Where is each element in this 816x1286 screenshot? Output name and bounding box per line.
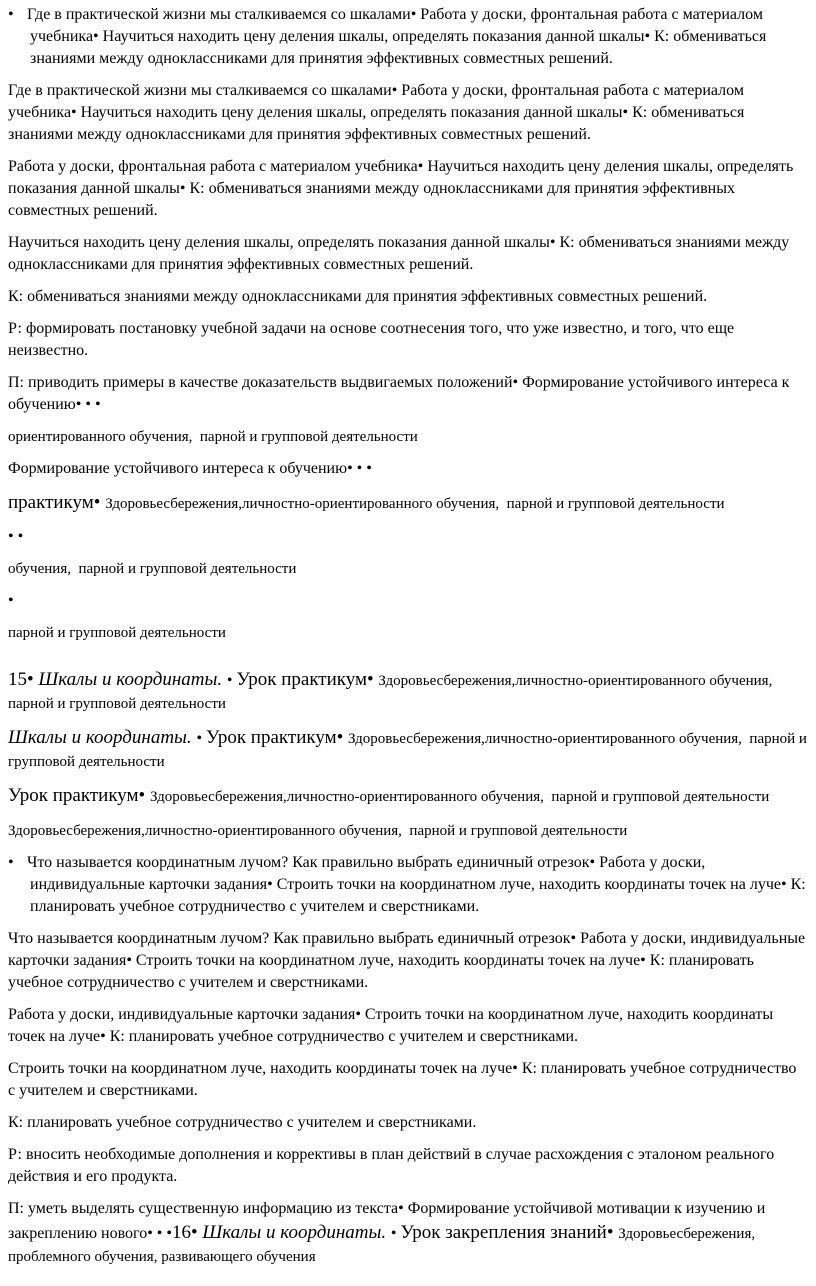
paragraph bbox=[8, 928, 810, 994]
text-run: К: планировать учебное сотрудничество с учителем и сверстниками. bbox=[8, 1113, 477, 1131]
paragraph bbox=[8, 318, 807, 362]
text-run: Здоровьесбережения,личностно-ориентированного обучения, парной и групповой деятельности bbox=[8, 731, 811, 771]
paragraph bbox=[8, 622, 807, 644]
paragraph bbox=[8, 372, 807, 416]
paragraph bbox=[8, 286, 807, 308]
text-run: парной и групповой деятельности bbox=[8, 625, 226, 642]
text-run: Строить точки на координатном луче, находить координаты точек на луче• К: планировать учебное сотрудничество с учителем и сверстниками. bbox=[8, 1059, 801, 1099]
text-run: Урок практикум• bbox=[236, 669, 379, 691]
text-run: Урок закрепления знаний• bbox=[400, 1221, 619, 1243]
text-run: практикум• bbox=[8, 492, 106, 513]
text-run: • • bbox=[8, 528, 24, 546]
paragraph bbox=[8, 156, 807, 222]
text-run: • bbox=[196, 730, 207, 748]
text-run: П: уметь выделять существенную информацию из текста• Формирование устойчивой мотивации к изучению и закреплению нового• • • bbox=[8, 1199, 770, 1242]
paragraph bbox=[8, 526, 807, 548]
text-run: Научиться находить цену деления шкалы, определять показания данной шкалы• К: обмениваться знаниями между одноклассниками для принятия эффективных совместных решений. bbox=[8, 234, 794, 273]
paragraph bbox=[8, 725, 811, 773]
text-run: Что называется координатным лучом? Как правильно выбрать единичный отрезок• Работа у доски, индивидуальные карточки задания• Строить точки на координатном луче, находить координаты точек на луче• К: планировать учебное сотрудничество с учителем и сверстниками. bbox=[27, 853, 810, 915]
text-run: Р: формировать постановку учебной задачи на основе соотнесения того, что уже известно, и того, что еще неизвестно. bbox=[8, 320, 739, 359]
list-bullet-icon: • bbox=[8, 853, 14, 871]
text-run: Урок практикум• bbox=[8, 785, 150, 807]
text-run: 16• bbox=[172, 1221, 203, 1243]
paragraph bbox=[8, 820, 807, 842]
paragraph bbox=[8, 232, 807, 276]
paragraph bbox=[8, 1058, 807, 1102]
text-run: ориентированного обучения, парной и групповой деятельности bbox=[8, 429, 418, 445]
text-run: П: приводить примеры в качестве доказательств выдвигаемых положений• Формирование устойчивого интереса к обучению• • • bbox=[8, 374, 794, 413]
paragraph bbox=[8, 80, 807, 146]
text-run: • bbox=[390, 1224, 401, 1242]
paragraph bbox=[8, 1112, 807, 1134]
text-run: обучения, парной и групповой деятельности bbox=[8, 561, 297, 578]
text-run: Где в практической жизни мы сталкиваемся со шкалами• Работа у доски, фронтальная работа с материалом учебника• Научиться находить цену деления шкалы, определять показания данной шкалы• К: обмениваться знаниями между одноклассниками для принятия эффективных совместных решений. bbox=[8, 82, 749, 143]
paragraph bbox=[8, 667, 807, 715]
text-run: Здоровьесбережения,личностно-ориентированного обучения, парной и групповой деятельности bbox=[149, 789, 770, 806]
paragraph bbox=[8, 1198, 807, 1268]
text-run: Здоровьесбережения,личностно-ориентированного обучения, парной и групповой деятельности bbox=[105, 496, 725, 512]
paragraph bbox=[8, 490, 807, 516]
text-run: Формирование устойчивого интереса к обучению• • • bbox=[8, 460, 372, 477]
text-run: Здоровьесбережения,личностно-ориентированного обучения, парной и групповой деятельности bbox=[8, 822, 628, 839]
text-run: Шкалы и координаты. bbox=[8, 727, 197, 749]
paragraph bbox=[8, 558, 807, 580]
text-run: Работа у доски, фронтальная работа с материалом учебника• Научиться находить цену деления шкалы, определять показания данной шкалы• К: обмениваться знаниями между одноклассниками для принятия эффективных совместных решений. bbox=[8, 158, 798, 219]
text-run: • bbox=[226, 672, 237, 690]
text-run: Здоровьесбережения,личностно-ориентированного обучения, парной и групповой деятельности bbox=[8, 673, 780, 713]
text-run: 15• bbox=[8, 669, 39, 691]
text-run: • bbox=[8, 592, 14, 610]
text-run: Что называется координатным лучом? Как правильно выбрать единичный отрезок• Работа у доски, индивидуальные карточки задания• Строить точки на координатном луче, находить координаты точек на луче• К: планировать учебное сотрудничество с учителем и сверстниками. bbox=[8, 929, 810, 991]
text-run: К: обмениваться знаниями между одноклассниками для принятия эффективных совместных решений. bbox=[8, 288, 708, 305]
text-run: Урок практикум• bbox=[206, 727, 348, 749]
paragraph bbox=[8, 783, 807, 809]
text-run: Где в практической жизни мы сталкиваемся со шкалами• Работа у доски, фронтальная работа с материалом учебника• Научиться находить цену деления шкалы, определять показания данной шкалы• К: обмениваться знаниями между одноклассниками для принятия эффективных совместных решений. bbox=[27, 6, 771, 67]
paragraph bbox=[8, 458, 807, 480]
paragraph-spacer bbox=[8, 654, 807, 667]
paragraph bbox=[8, 426, 807, 448]
paragraph bbox=[8, 4, 807, 70]
paragraph bbox=[8, 1144, 807, 1188]
paragraph bbox=[8, 1004, 807, 1048]
text-run: Шкалы и координаты. bbox=[38, 669, 227, 691]
text-run: Работа у доски, индивидуальные карточки задания• Строить точки на координатном луче, находить координаты точек на луче• К: планировать учебное сотрудничество с учителем и сверстниками. bbox=[8, 1005, 778, 1045]
paragraph bbox=[8, 852, 810, 918]
paragraph bbox=[8, 590, 807, 612]
list-bullet-icon: • bbox=[8, 6, 14, 23]
text-run: Шкалы и координаты. bbox=[202, 1221, 391, 1243]
text-run: Здоровьесбережения, проблемного обучения, развивающего обучения bbox=[8, 1225, 759, 1265]
text-run: Р: вносить необходимые дополнения и коррективы в план действий в случае расхождения с эталоном реального действия и его продукта. bbox=[8, 1145, 779, 1185]
